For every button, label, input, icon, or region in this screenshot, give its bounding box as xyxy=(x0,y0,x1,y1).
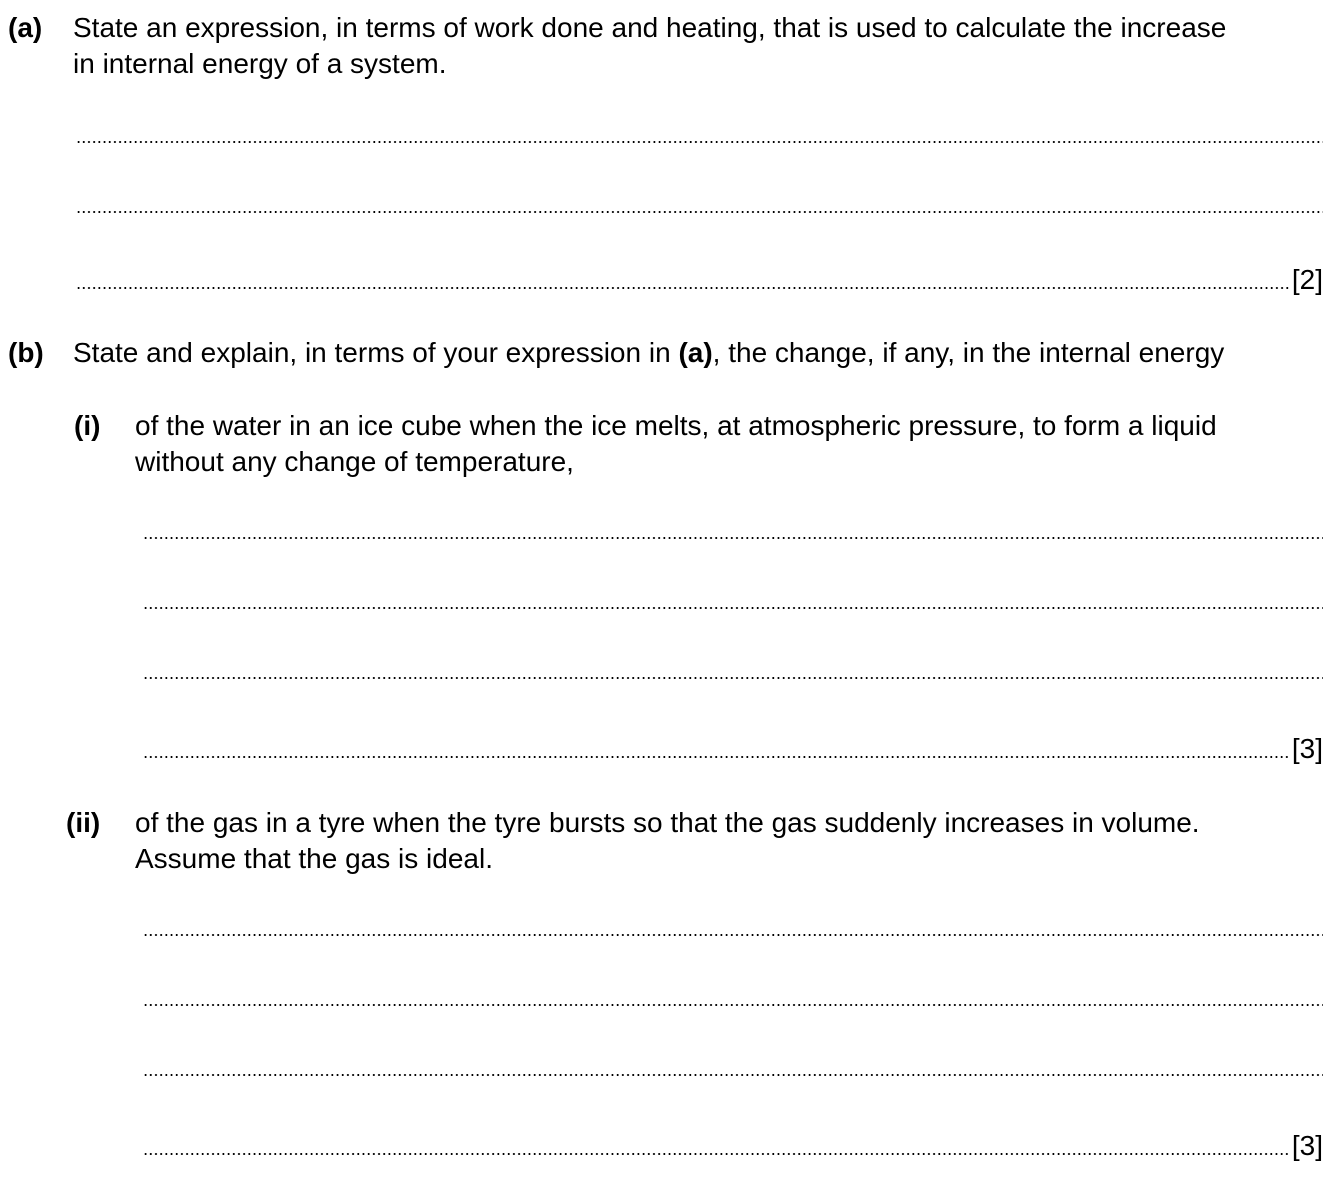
dotted-line xyxy=(143,755,1290,759)
sub-i-question xyxy=(135,408,1333,480)
answer-line-a-3[interactable] xyxy=(76,262,1323,298)
dotted-line xyxy=(143,676,1323,680)
sub-ii-label: (ii) xyxy=(66,807,101,838)
part-a-question-line2: in internal energy of a system. xyxy=(73,48,447,79)
sub-i-line1: of the water in an ice cube when the ice melts, at atmospheric pressure, to form a liquid xyxy=(135,410,1217,441)
dotted-line xyxy=(143,933,1323,937)
answer-line-ii-4[interactable] xyxy=(143,1128,1323,1164)
sub-ii-question xyxy=(135,805,1333,877)
marks-i: [3] xyxy=(1291,733,1323,764)
part-a-label: (a) xyxy=(8,12,43,43)
sub-ii-line1: of the gas in a tyre when the tyre bursts so that the gas suddenly increases in volume. xyxy=(135,807,1200,838)
marks-a: [2] xyxy=(1291,264,1323,295)
dotted-line xyxy=(76,140,1323,144)
dotted-line xyxy=(143,1152,1290,1156)
answer-line-i-3[interactable] xyxy=(143,662,1323,688)
dotted-line xyxy=(143,536,1323,540)
part-b-intro-post: , the change, if any, in the internal energy xyxy=(712,337,1225,368)
answer-line-a-2[interactable] xyxy=(76,196,1323,222)
answer-line-i-4[interactable] xyxy=(143,731,1323,767)
sub-ii-line2: Assume that the gas is ideal. xyxy=(135,843,493,874)
answer-line-ii-3[interactable] xyxy=(143,1059,1323,1085)
answer-line-ii-1[interactable] xyxy=(143,919,1323,945)
answer-line-i-1[interactable] xyxy=(143,522,1323,548)
answer-line-i-2[interactable] xyxy=(143,592,1323,618)
answer-line-ii-2[interactable] xyxy=(143,989,1323,1015)
dotted-line xyxy=(76,286,1290,290)
answer-line-a-1[interactable] xyxy=(76,126,1323,152)
part-a-question xyxy=(73,10,1333,82)
part-b-intro-ref: (a) xyxy=(678,337,713,368)
dotted-line xyxy=(143,1003,1323,1007)
part-b-intro-pre: State and explain, in terms of your expression in xyxy=(73,337,679,368)
part-a-question-line1: State an expression, in terms of work done and heating, that is used to calculate the increase xyxy=(73,12,1227,43)
marks-ii: [3] xyxy=(1291,1130,1323,1161)
sub-i-line2: without any change of temperature, xyxy=(135,446,574,477)
dotted-line xyxy=(143,606,1323,610)
dotted-line xyxy=(143,1073,1323,1077)
dotted-line xyxy=(76,210,1323,214)
part-b-label: (b) xyxy=(8,337,44,368)
sub-i-label: (i) xyxy=(74,410,101,441)
part-b-intro xyxy=(73,335,1333,371)
